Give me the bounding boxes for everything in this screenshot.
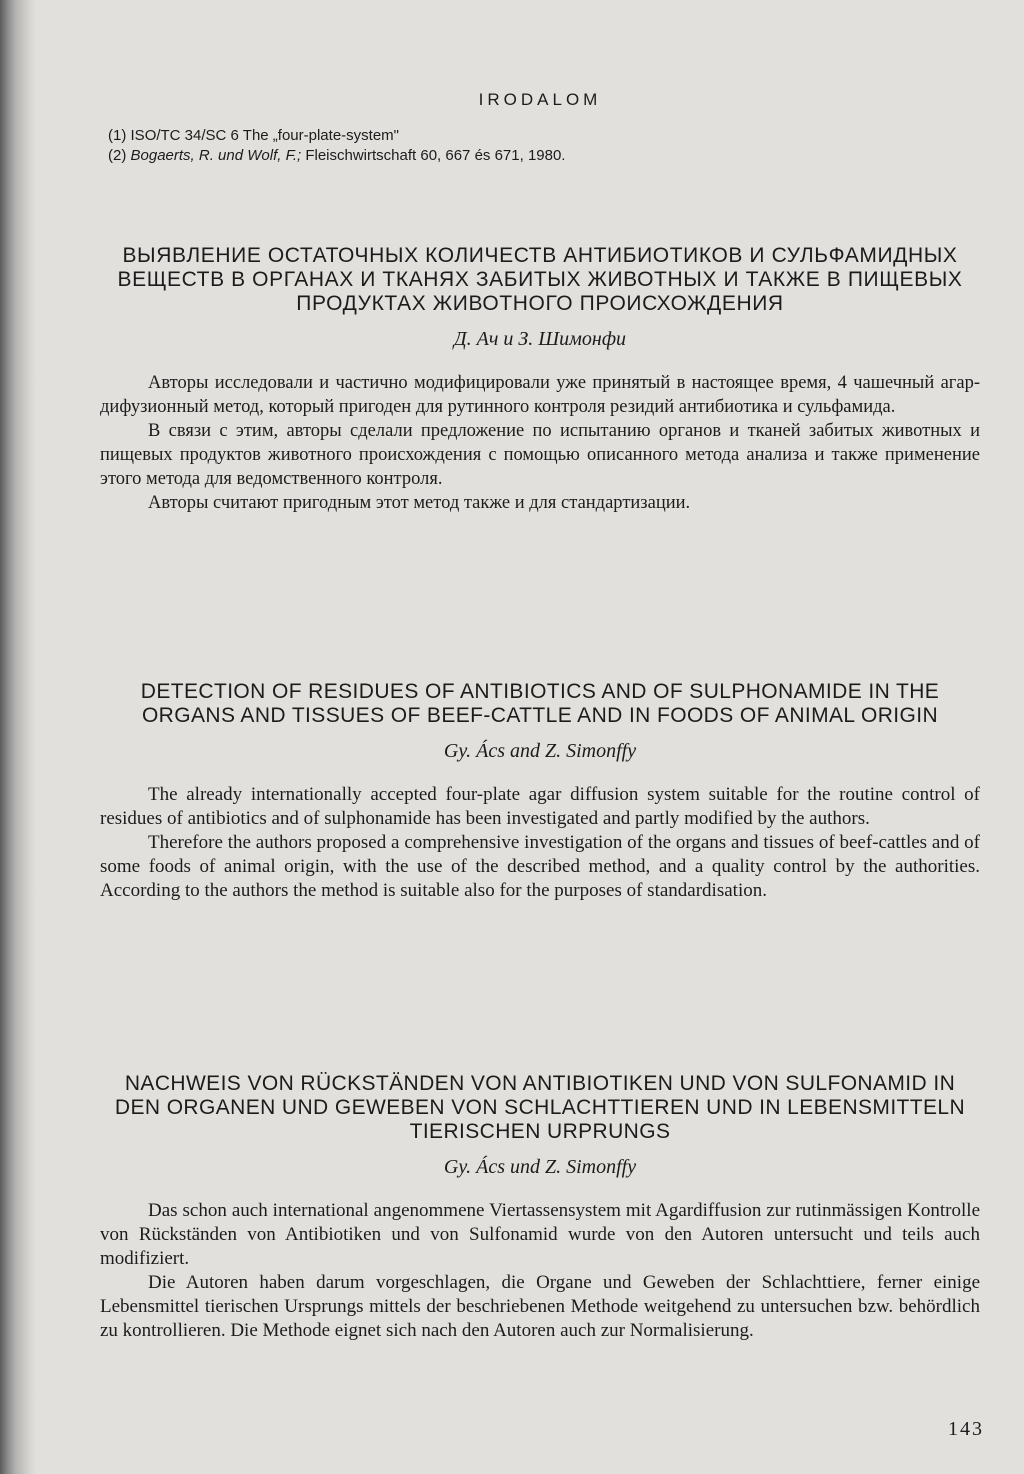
paragraph: The already internationally accepted four-plate agar diffusion system suitable for the routine control of residues of antibiotics and of sulphonamide has been investigated and partly modified by the authors. bbox=[100, 784, 980, 829]
german-abstract bbox=[100, 1072, 980, 1343]
reference-authors: Bogaerts, R. und Wolf, F.; bbox=[130, 147, 302, 164]
english-authors: Gy. Ács and Z. Simonffy bbox=[443, 740, 637, 762]
paragraph: Авторы считают пригодным этот метод также и для стандартизации. bbox=[148, 493, 691, 513]
references-heading: IRODALOM bbox=[478, 90, 602, 109]
german-authors: Gy. Ács und Z. Simonffy bbox=[443, 1156, 637, 1178]
russian-title: ВЫЯВЛЕНИЕ ОСТАТОЧНЫХ КОЛИЧЕСТВ АНТИБИОТИКОВ И СУЛЬФАМИДНЫХ ВЕЩЕСТВ В ОРГАНАХ И ТКАНЯХ ЗАБИТЫХ ЖИВОТНЫХ И ТАКЖЕ В ПИЩЕВЫХ ПРОДУКТАХ ЖИВОТНОГО ПРОИСХОЖДЕНИЯ bbox=[117, 244, 963, 315]
paragraph: Therefore the authors proposed a comprehensive investigation of the organs and tissues of beef-cattles and of some foods of animal origin, with the use of the described method, and a quality control by the authorities. According to the authors the method is suitable also for the purposes of standardisation. bbox=[100, 832, 980, 901]
paragraph: Das schon auch international angenommene Viertassensystem mit Agardiffusion zur rutinmässigen Kontrolle von Rückständen von Antibiotiken und von Sulfonamid wurde von den Autoren untersucht und teils auch modifiziert. bbox=[100, 1200, 980, 1269]
paragraph: Авторы исследовали и частично модифицировали уже принятый в настоящее время, 4 чашечный агар-дифузионный метод, который пригоден для рутинного контроля резидий антибиотика и сульфамида. bbox=[100, 373, 980, 417]
russian-authors: Д. Ач и З. Шимонфи bbox=[453, 328, 627, 350]
reference-item: (1) ISO/TC 34/SC 6 The „four-plate-system" bbox=[108, 127, 399, 144]
german-body bbox=[100, 1199, 980, 1343]
reference-item: (2) Bogaerts, R. und Wolf, F.; Fleischwirtschaft 60, 667 és 671, 1980. bbox=[108, 147, 566, 164]
page-number: 143 bbox=[948, 1418, 984, 1440]
english-body bbox=[100, 783, 980, 903]
references-list bbox=[108, 126, 968, 166]
paragraph: Die Autoren haben darum vorgeschlagen, die Organe und Geweben der Schlachttiere, ferner einige Lebensmittel tierischen Ursprungs mittels der beschriebenen Methode weitgehend zu untersuchen bzw. behördlich zu kontrollieren. Die Methode eignet sich nach den Autoren auch zur Normalisierung. bbox=[100, 1272, 980, 1341]
german-title: NACHWEIS VON RÜCKSTÄNDEN VON ANTIBIOTIKEN UND VON SULFONAMID IN DEN ORGANEN UND GEWEBEN VON SCHLACHTTIEREN UND IN LEBENSMITTELN TIERISCHEN URPRUNGS bbox=[114, 1072, 966, 1143]
russian-abstract bbox=[100, 244, 980, 515]
paragraph: В связи с этим, авторы сделали предложение по испытанию органов и тканей забитых животных и пищевых продуктов животного происхождения с помощью описанного метода анализа и также применение этого метода для ведомственного контроля. bbox=[100, 421, 980, 489]
english-abstract bbox=[100, 680, 980, 903]
document-page bbox=[100, 0, 980, 1474]
russian-body bbox=[100, 371, 980, 515]
page-spine-shadow bbox=[0, 0, 36, 1474]
english-title: DETECTION OF RESIDUES OF ANTIBIOTICS AND OF SULPHONAMIDE IN THE ORGANS AND TISSUES OF BEEF-CATTLE AND IN FOODS OF ANIMAL ORIGIN bbox=[140, 680, 940, 727]
